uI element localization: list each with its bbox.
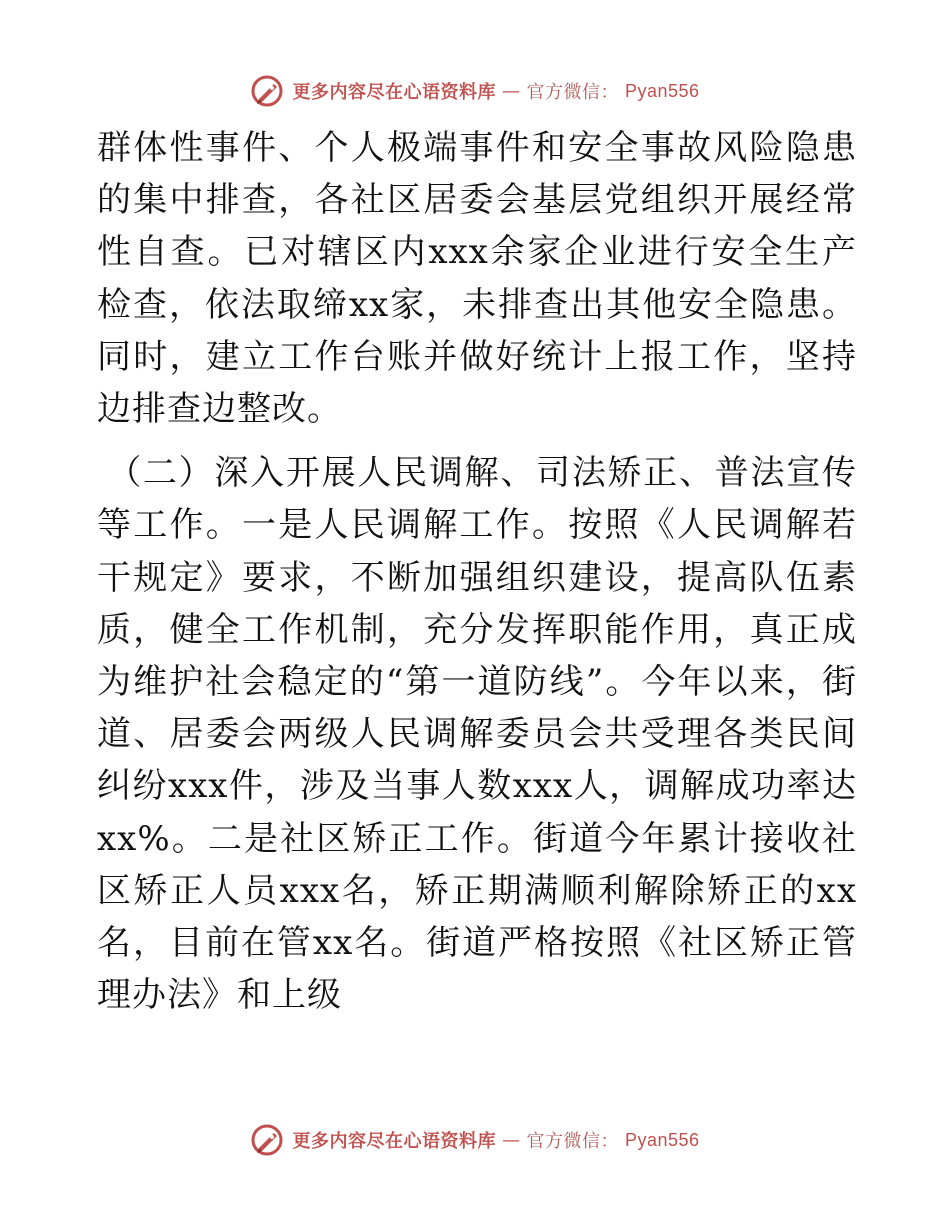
banner-text: 更多内容尽在心语资料库 [292, 82, 496, 103]
banner-text: 更多内容尽在心语资料库 [292, 1131, 496, 1152]
paragraph-risk-investigation: 群体性事件、个人极端事件和安全事故风险隐患的集中排查，各社区居委会基层党组织开展经常性自查。已对辖区内xxx余家企业进行安全生产检查，依法取缔xx家，未排查出其他安全隐患。同时，建立工作台账并做好统计上报工作，坚持边排查边整改。 [97, 128, 857, 430]
banner-separator: — [501, 1129, 521, 1151]
document-body [97, 122, 857, 1021]
pen-nib-logo-icon [250, 1123, 284, 1157]
banner-separator: — [501, 80, 521, 102]
pen-nib-logo-icon [250, 74, 284, 108]
wechat-label: 官方微信： [526, 82, 619, 103]
paragraph-mediation-correction: （二）深入开展人民调解、司法矫正、普法宣传等工作。一是人民调解工作。按照《人民调解若干规定》要求，不断加强组织建设，提高队伍素质，健全工作机制，充分发挥职能作用，真正成为维护社会稳定的“第一道防线”。今年以来，街道、居委会两级人民调解委员会共受理各类民间纠纷xxx件，涉及当事人数xxx人，调解成功率达xx%。二是社区矫正工作。街道今年累计接收社区矫正人员xxx名，矫正期满顺利解除矫正的xx名，目前在管xx名。街道严格按照《社区矫正管理办法》和上级 [97, 453, 857, 1016]
wechat-id: Pyan556 [624, 1129, 700, 1150]
header-banner [0, 71, 950, 111]
footer-banner [0, 1120, 950, 1160]
wechat-id: Pyan556 [624, 80, 700, 101]
wechat-label: 官方微信： [526, 1131, 619, 1152]
